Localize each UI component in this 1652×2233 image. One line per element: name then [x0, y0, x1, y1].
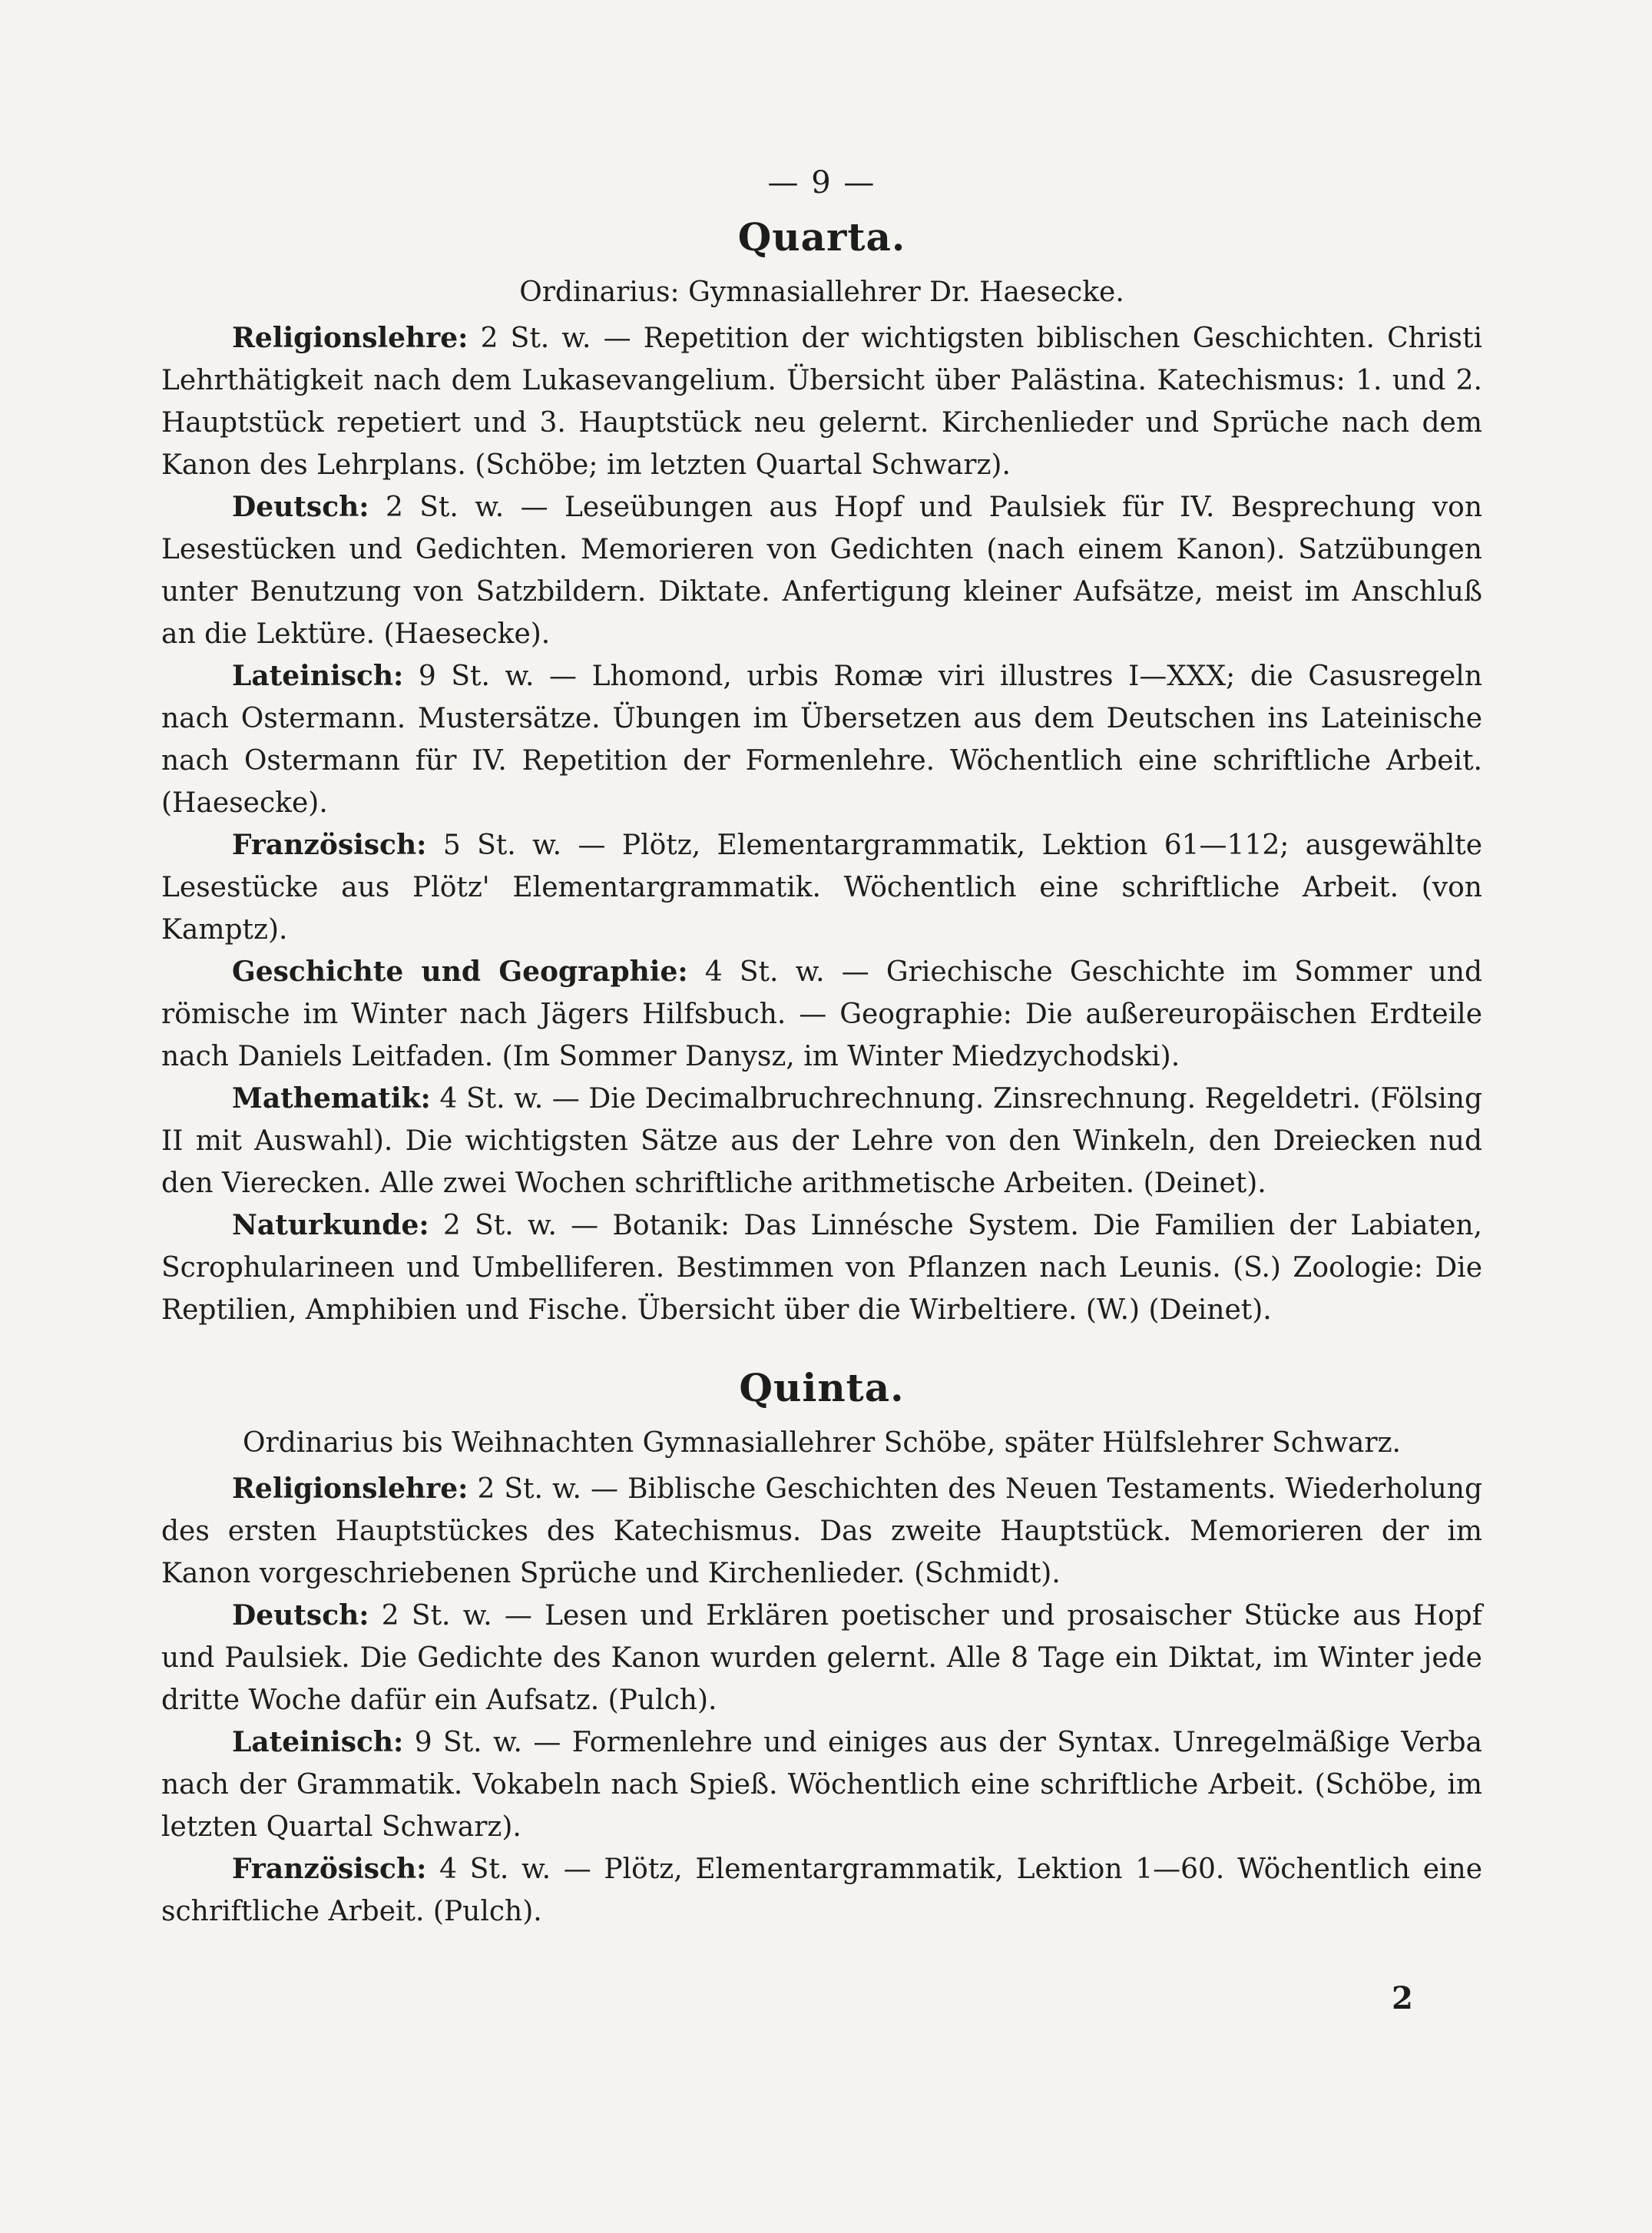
subject-label: Deutsch:: [232, 1599, 369, 1632]
entry-lateinisch: [161, 655, 1482, 824]
entry-geschichte-geographie: [161, 951, 1482, 1078]
entry-text: 2 St. w. — Biblische Geschichten des Neuen Testaments. Wiederholung des ersten Hauptstückes des Katechismus. Das zweite Hauptstück. Memorieren der im Kanon vorgeschriebenen Sprüche und Kirchenlieder. (Schmidt).: [161, 1473, 1482, 1589]
entry-text: 4 St. w. — Griechische Geschichte im Sommer und römische im Winter nach Jägers Hilfsbuch. — Geographie: Die außereuropäischen Erdteile nach Daniels Leitfaden. (Im Sommer Danysz, im Winter Miedzychodski).: [161, 956, 1482, 1072]
entry-deutsch: [161, 486, 1482, 655]
subject-label: Deutsch:: [232, 491, 369, 523]
entry-naturkunde: [161, 1204, 1482, 1331]
subject-label: Naturkunde:: [232, 1209, 429, 1241]
entry-mathematik: [161, 1078, 1482, 1204]
subject-label: Mathematik:: [232, 1082, 431, 1115]
entry-text: 2 St. w. — Leseübungen aus Hopf und Paulsiek für IV. Besprechung von Lesestücken und Gedichten. Memorieren von Gedichten (nach einem Kanon). Satzübungen unter Benutzung von Satzbildern. Diktate. Anfertigung kleiner Aufsätze, meist im Anschluß an die Lektüre. (Haesecke).: [161, 492, 1482, 650]
entry-text: 2 St. w. — Botanik: Das Linnésche System. Die Familien der Labiaten, Scrophularineen und Umbelliferen. Bestimmen von Pflanzen nach Leunis. (S.) Zoologie: Die Reptilien, Amphibien und Fische. Übersicht über die Wirbeltiere. (W.) (Deinet).: [161, 1210, 1482, 1326]
subject-label: Lateinisch:: [232, 660, 404, 692]
entry-religionslehre: [161, 317, 1482, 486]
section-quarta: [161, 214, 1482, 1331]
page-content: [161, 165, 1482, 1933]
entry-deutsch: [161, 1595, 1482, 1721]
entry-text: 9 St. w. — Lhomond, urbis Romæ viri illustres I—XXX; die Casusregeln nach Ostermann. Mustersätze. Übungen im Übersetzen aus dem Deutschen ins Lateinische nach Ostermann für IV. Repetition der Formenlehre. Wöchentlich eine schriftliche Arbeit. (Haesecke).: [161, 661, 1482, 819]
section-spacer: [161, 1331, 1482, 1365]
entry-text: 5 St. w. — Plötz, Elementargrammatik, Lektion 61—112; ausgewählte Lesestücke aus Plötz' Elementargrammatik. Wöchentlich eine schriftliche Arbeit. (von Kamptz).: [161, 830, 1482, 946]
page-number: — 9 —: [767, 165, 876, 200]
entry-text: 2 St. w. — Lesen und Erklären poetischer und prosaischer Stücke aus Hopf und Paulsiek. Die Gedichte des Kanon wurden gelernt. Alle 8 Tage ein Diktat, im Winter jede dritte Woche dafür ein Aufsatz. (Pulch).: [161, 1600, 1482, 1716]
subject-label: Lateinisch:: [232, 1726, 404, 1758]
entry-text: 2 St. w. — Repetition der wichtigsten biblischen Geschichten. Christi Lehrthätigkeit nach dem Lukasevangelium. Übersicht über Palästina. Katechismus: 1. und 2. Hauptstück repetiert und 3. Hauptstück neu gelernt. Kirchenlieder und Sprüche nach dem Kanon des Lehrplans. (Schöbe; im letzten Quartal Schwarz).: [161, 323, 1482, 481]
entry-franzoesisch: [161, 1848, 1482, 1933]
entry-text: 4 St. w. — Die Decimalbruchrechnung. Zinsrechnung. Regeldetri. (Fölsing II mit Auswahl). Die wichtigsten Sätze aus der Lehre von den Winkeln, den Dreiecken nud den Vierecken. Alle zwei Wochen schriftliche arithmetische Arbeiten. (Deinet).: [161, 1083, 1482, 1199]
section-title: Quarta.: [737, 214, 906, 260]
subject-label: Religionslehre:: [232, 322, 468, 354]
signature-mark: 2: [1392, 1980, 1413, 2016]
entry-text: 9 St. w. — Formenlehre und einiges aus der Syntax. Unregelmäßige Verba nach der Grammatik. Vokabeln nach Spieß. Wöchentlich eine schriftliche Arbeit. (Schöbe, im letzten Quartal Schwarz).: [161, 1727, 1482, 1843]
section-title: Quinta.: [739, 1365, 905, 1410]
subject-label: Französisch:: [232, 1853, 427, 1885]
entry-lateinisch: [161, 1721, 1482, 1848]
ordinarius-line: Ordinarius bis Weihnachten Gymnasiallehrer Schöbe, später Hülfslehrer Schwarz.: [242, 1427, 1401, 1459]
entry-franzoesisch: [161, 824, 1482, 951]
subject-label: Religionslehre:: [232, 1473, 468, 1505]
subject-label: Geschichte und Geographie:: [232, 956, 688, 988]
subject-label: Französisch:: [232, 829, 427, 861]
entry-religionslehre: [161, 1468, 1482, 1595]
section-quinta: [161, 1365, 1482, 1933]
entry-text: 4 St. w. — Plötz, Elementargrammatik, Lektion 1—60. Wöchentlich eine schriftliche Arbeit. (Pulch).: [161, 1854, 1482, 1927]
ordinarius-line: Ordinarius: Gymnasiallehrer Dr. Haesecke.: [519, 277, 1124, 308]
